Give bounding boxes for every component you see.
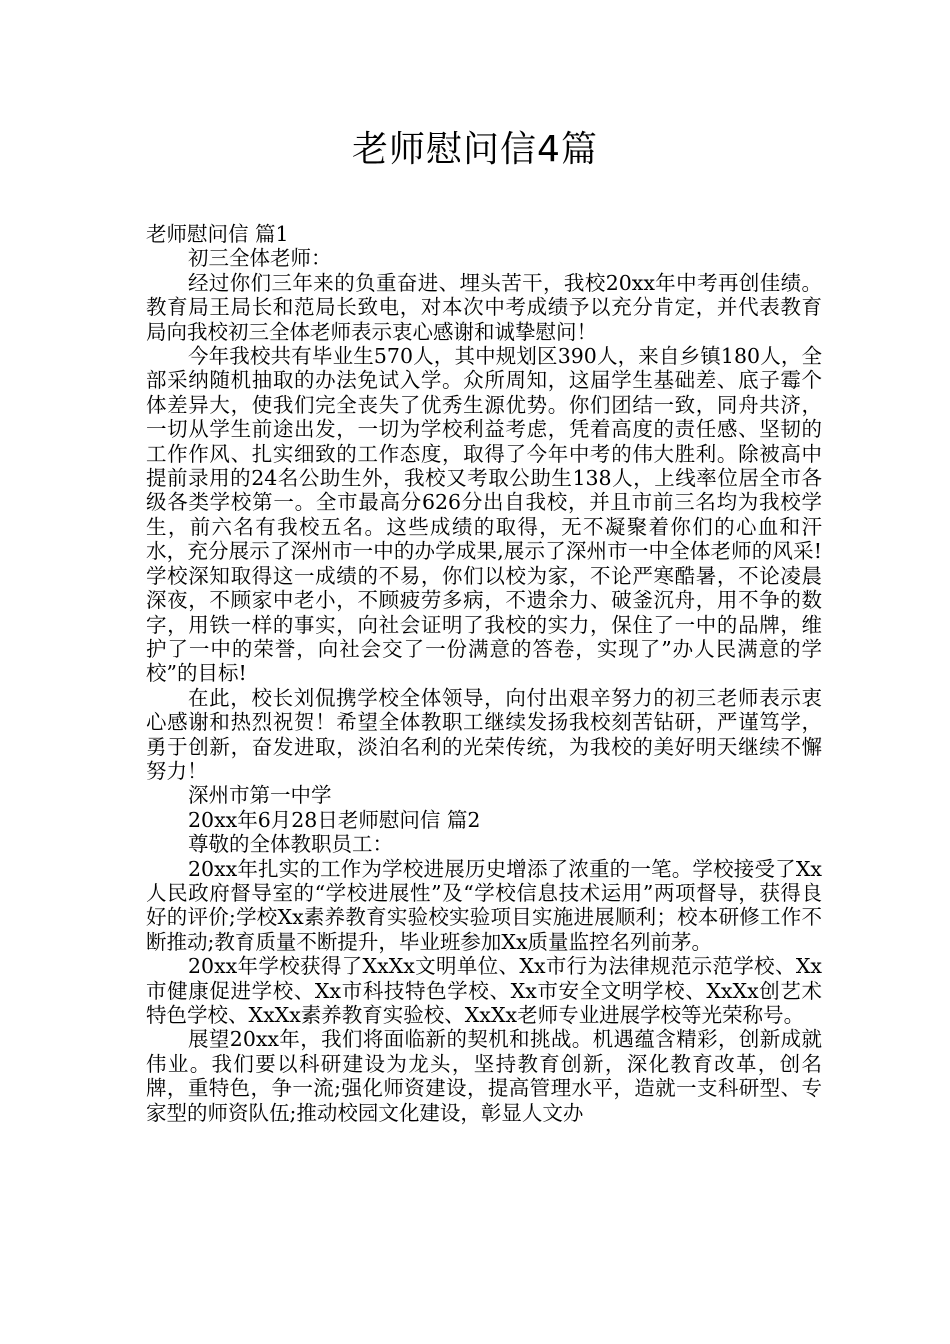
paragraph: 展望20xx年，我们将面临新的契机和挑战。机遇蕴含精彩，创新成就伟业。我们要以科研建设为龙头，坚持教育创新，深化教育改革，创名牌，重特色，争一流;强化师资建设，提高管理水平，造就一支科研型、专家型的师资队伍;推动校园文化建设，彰显人文办 xyxy=(146,1027,822,1125)
paragraph: 在此，校长刘侃携学校全体领导，向付出艰辛努力的初三老师表示衷心感谢和热烈祝贺！希望全体教职工继续发扬我校刻苦钻研，严谨笃学，勇于创新，奋发进取，淡泊名利的光荣传统，为我校的美好明天继续不懈努力！ xyxy=(146,685,822,783)
paragraph: 深州市第一中学 xyxy=(188,783,332,808)
document-title: 老师慰问信4篇 xyxy=(352,129,598,170)
paragraph: 经过你们三年来的负重奋进、埋头苦干，我校20xx年中考再创佳绩。教育局王局长和范局长致电，对本次中考成绩予以充分肯定，并代表教育局向我校初三全体老师表示衷心感谢和诚挚慰问！ xyxy=(146,270,822,344)
paragraph: 初三全体老师： xyxy=(188,246,332,271)
paragraph: 20xx年学校获得了XxXx文明单位、Xx市行为法律规范示范学校、Xx市健康促进学校、Xx市科技特色学校、Xx市安全文明学校、XxXx创艺术特色学校、XxXx素养教育实验校、XxXx老师专业进展学校等光荣称号。 xyxy=(146,954,822,1027)
paragraph: 今年我校共有毕业生570人，其中规划区390人，来自乡镇180人，全部采纳随机抽取的办法免试入学。众所周知，这届学生基础差、底子霉个体差异大，使我们完全丧失了优秀生源优势。你们团结一致，同舟共济，一切从学生前途出发，一切为学校利益考虑，凭着高度的责任感、坚韧的工作作风、扎实细致的工作态度，取得了今年中考的伟大胜利。除被高中提前录用的24名公助生外，我校又考取公助生138人，上线率位居全市各级各类学校第一。全市最高分626分出自我校，并且市前三名均为我校学生，前六名有我校五名。这些成绩的取得，无不凝聚着你们的心血和汗水，充分展示了深州市一中的办学成果,展示了深州市一中全体老师的风采!学校深知取得这一成绩的不易，你们以校为家，不论严寒酷暑，不论凌晨深夜，不顾家中老小，不顾疲劳多病，不遗余力、破釜沉舟，用不争的数字，用铁一样的事实，向社会证明了我校的实力，保住了一中的品牌，维护了一中的荣誉，向社会交了一份满意的答卷，实现了”办人民满意的学校”的目标! xyxy=(146,344,822,686)
paragraph: 20xx年6月28日老师慰问信 篇2 xyxy=(188,807,481,832)
paragraph: 老师慰问信 篇1 xyxy=(146,222,289,246)
paragraph: 20xx年扎实的工作为学校进展历史增添了浓重的一笔。学校接受了Xx人民政府督导室的“学校进展性”及“学校信息技术运用”两项督导，获得良好的评价;学校Xx素养教育实验校实验项目实施进展顺利；校本研修工作不断推动;教育质量不断提升，毕业班参加Xx质量监控名列前茅。 xyxy=(146,856,822,954)
paragraph: 尊敬的全体教职员工： xyxy=(188,832,393,857)
document-body xyxy=(146,222,822,1125)
